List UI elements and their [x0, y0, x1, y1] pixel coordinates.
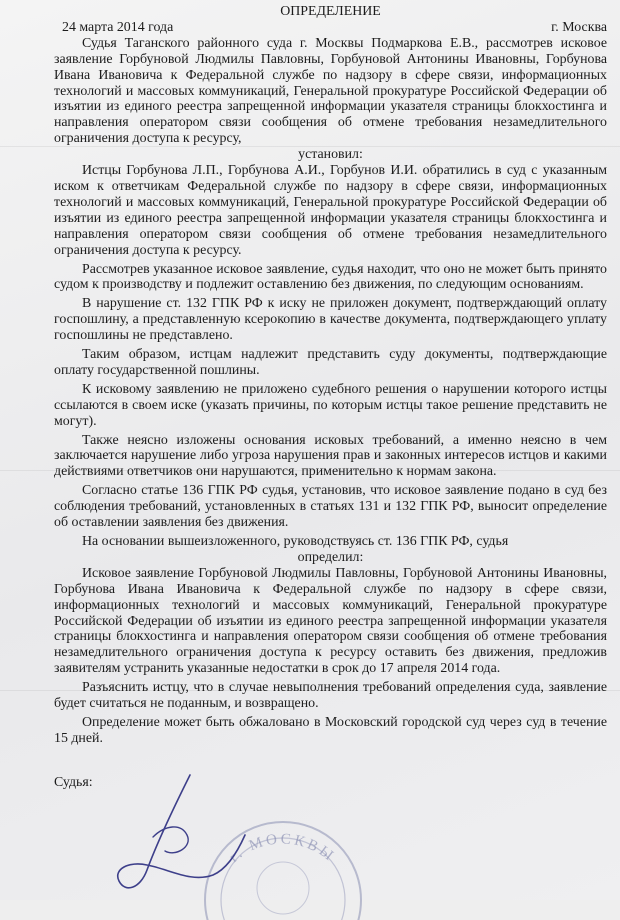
judge-label: Судья: — [54, 774, 93, 790]
document-city: г. Москва — [551, 19, 607, 35]
paragraph-grounds: Также неясно изложены основания исковых требований, а именно неясно в чем заключается нарушение либо угроза нарушения прав и законных интересов истцов и какими действиями ответчиков они нарушаются, применительно к нормам закона. — [54, 432, 607, 480]
stamp-text: г. МОСКВЫ — [226, 831, 339, 866]
document-title: ОПРЕДЕЛЕНИЕ — [280, 4, 381, 19]
paragraph-finding: Рассмотрев указанное исковое заявление, судья находит, что оно не может быть принято судом к производству и подлежит оставлению без движения, по следующим основаниям. — [54, 261, 607, 293]
document-date: 24 марта 2014 года — [62, 19, 174, 35]
document-body — [54, 4, 607, 791]
paragraph-explanation: Разъяснить истцу, что в случае невыполнения требований определения суда, заявление будет считаться не поданным, и возвращено. — [54, 680, 607, 712]
paragraph-based-on: На основании вышеизложенного, руководствуясь ст. 136 ГПК РФ, судья — [82, 534, 509, 549]
paragraph-fee-violation: В нарушение ст. 132 ГПК РФ к иску не приложен документ, подтверждающий оплату госпошлину, а представленную ксерокопию в качестве документа, подтверждающего уплату госпошлины не представлено. — [54, 296, 607, 344]
heading-determined: определил: — [297, 549, 364, 565]
paragraph-court-decision: К исковому заявлению не приложено судебного решения о нарушении которого истцы ссылаются в своем иске (указать причины, по которым истцы такое решение представить не могут). — [54, 381, 607, 429]
heading-established: установил: — [298, 147, 363, 163]
date-line — [62, 20, 607, 36]
paragraph-decision: Исковое заявление Горбуновой Людмилы Павловны, Горбуновой Антонины Ивановны, Горбунова Ивана Ивановича к Федеральной службе по надзору в сфере связи, информационных технологий и массовых коммуникаций, Генеральной прокуратуре Российской Федерации об изъятии из единого реестра запрещенной информации указателя страницы блокхостинга и направления оператором связи сообщения об отмене требования незамедлительного ограничения доступа к ресурсу оставить без движения, предложив заявителям устранить указанные недостатки в срок до 17 апреля 2014 года. — [54, 565, 607, 677]
paragraph-article-136: Согласно статье 136 ГПК РФ судья, установив, что исковое заявление подано в суд без соблюдения требований, установленных в статьях 131 и 132 ГПК РФ, выносит определение об оставлении заявления без движения. — [54, 483, 607, 531]
paragraph-fee-requirement: Таким образом, истцам надлежит представить суду документы, подтверждающие оплату государственной пошлины. — [54, 347, 607, 378]
intro-paragraph: Судья Таганского районного суда г. Москвы Подмаркова Е.В., рассмотрев исковое заявление Горбуновой Людмилы Павловны, Горбуновой Антонины Ивановны, Горбунова Ивана Ивановича к Федеральной службе по надзору в сфере связи, информационных технологий и массовых коммуникаций, Генеральной прокуратуре Российской Федерации об изъятии из единого реестра запрещенной информации указателя страницы блокхостинга и направления оператором связи сообщения об отмене требования незамедлительного ограничения доступа к ресурсу, — [54, 35, 607, 147]
paragraph-appeal: Определение может быть обжаловано в Московский городской суд через суд в течение 15 дней. — [54, 714, 607, 746]
paragraph-claim: Истцы Горбунова Л.П., Горбунова А.И., Горбунов И.И. обратились в суд с указанным иском к ответчикам Федеральной службе по надзору в сфере связи, информационных технологий и массовых коммуникаций, Генеральной прокуратуре Российской Федерации об изъятии из единого реестра запрещенной информации указателя страницы блокхостинга и направления оператором связи сообщения об отмене требования незамедлительного ограничения доступа к ресурсу. — [54, 163, 607, 258]
